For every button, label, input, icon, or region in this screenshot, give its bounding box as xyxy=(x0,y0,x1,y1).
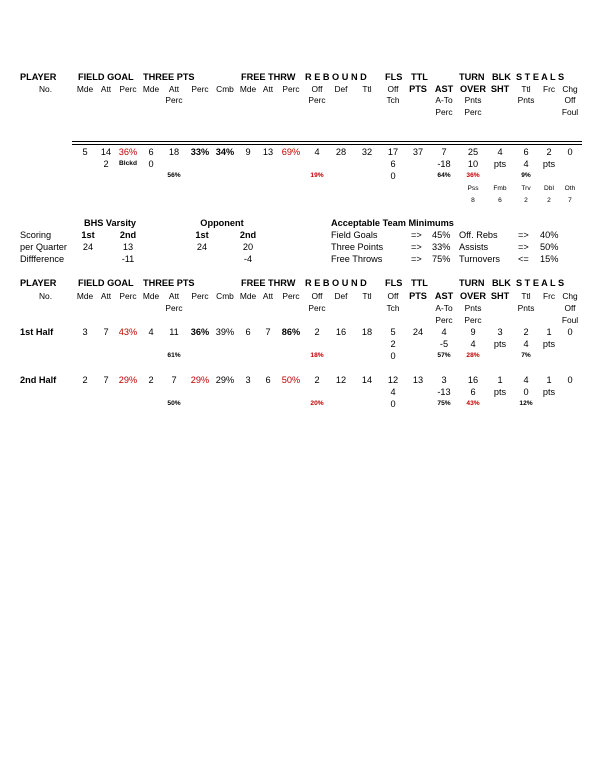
field-goal-heading-2: FIELD GOAL xyxy=(78,278,134,288)
col-fg-perc: Perc xyxy=(119,84,137,94)
min-assists-op: => xyxy=(518,242,529,252)
field-goal-heading: FIELD GOAL xyxy=(78,72,134,82)
col-fouls-off-2: Off xyxy=(387,291,399,301)
h2-reb-def: 12 xyxy=(335,375,347,385)
h2-fg-perc: 29% xyxy=(118,375,138,385)
col-reb-off-perc: Perc xyxy=(308,95,326,105)
fouls-heading: FLS xyxy=(385,72,403,82)
bhs-varsity-title: BHS Varsity xyxy=(83,218,137,228)
number-heading-2: No. xyxy=(39,291,53,301)
h2-assist-perc: 75% xyxy=(437,400,451,407)
h1-turnover-perc: 28% xyxy=(466,352,480,359)
three-pts-heading: THREE PTS xyxy=(143,72,195,82)
col-reb-off-2: Off xyxy=(311,291,323,301)
player-heading: PLAYER xyxy=(20,72,57,82)
col-total-pts: PTS xyxy=(409,84,427,94)
h2-3p-att-perc: 50% xyxy=(167,400,181,407)
min-off-rebs-op: => xyxy=(518,230,529,240)
col-fg-made-2: Mde xyxy=(76,291,94,301)
total-ft-perc: 69% xyxy=(281,147,301,157)
h2-block-pts-label: pts xyxy=(493,387,507,397)
total-fouls-off: 17 xyxy=(387,147,399,157)
col-turnover-pnts-2: Pnts xyxy=(464,303,482,313)
total-fg-made: 5 xyxy=(82,147,88,157)
col-charge-off-2: Off xyxy=(564,303,576,313)
total-fouls-tch: 6 xyxy=(390,159,396,169)
total-turnover-perc: 36% xyxy=(466,172,480,179)
total-steal-perc: 9% xyxy=(521,172,531,179)
col-3p-att-2: Att xyxy=(168,291,180,301)
min-field-goals-op: => xyxy=(411,230,422,240)
col-charge-2: Chg xyxy=(562,291,578,301)
h1-fg-perc: 43% xyxy=(118,327,138,337)
h1-3p-att-perc: 61% xyxy=(167,352,181,359)
col-combined: Cmb xyxy=(216,84,234,94)
min-turnovers-op: <= xyxy=(518,254,529,264)
col-charge-foul: Foul xyxy=(561,107,579,117)
col-assist-perc: Perc xyxy=(435,107,453,117)
turnover-heading: TURN xyxy=(459,72,485,82)
col-steals-total-2: Ttl xyxy=(521,291,531,301)
h2-3p-att: 7 xyxy=(171,375,177,385)
col-fg-made: Mde xyxy=(76,84,94,94)
total-ft-att: 13 xyxy=(262,147,274,157)
h1-assists: 4 xyxy=(441,327,447,337)
total-steals: 6 xyxy=(523,147,529,157)
fouls-heading-2: FLS xyxy=(385,278,403,288)
min-off-rebs-value: 40% xyxy=(540,230,559,240)
h2-fg-made: 2 xyxy=(82,375,88,385)
three-pts-heading-2: THREE PTS xyxy=(143,278,195,288)
free-throw-heading-2: FREE THRW xyxy=(241,278,296,288)
col-block-shot: SHT xyxy=(490,84,510,94)
opp-first-half-heading: 1st xyxy=(195,230,209,240)
min-assists-label: Assists xyxy=(459,242,489,252)
steals-heading-2: S T E A L S xyxy=(516,278,565,288)
total-turnover-pnts: 10 xyxy=(467,159,479,169)
col-3p-made: Mde xyxy=(142,84,160,94)
h2-assists: 3 xyxy=(441,375,447,385)
total-steal-pnts: 4 xyxy=(523,159,529,169)
col-ft-made-2: Mde xyxy=(239,291,257,301)
col-steals-pnts: Pnts xyxy=(517,95,535,105)
col-turnover-perc: Perc xyxy=(464,107,482,117)
h2-turnover-pnts: 6 xyxy=(470,387,476,397)
min-free-throws-label: Free Throws xyxy=(331,254,383,264)
total-3p-att: 18 xyxy=(168,147,180,157)
turnover-type-pss: Pss xyxy=(467,185,479,192)
total-fg-perc: 36% xyxy=(118,147,138,157)
total-combined: 34% xyxy=(215,147,235,157)
total-reb-def: 28 xyxy=(335,147,347,157)
h1-steal-perc: 7% xyxy=(521,352,531,359)
total-reb-total: 32 xyxy=(361,147,373,157)
h1-reb-total: 18 xyxy=(361,327,373,337)
difference-label: Diffference xyxy=(20,254,65,264)
col-ft-made: Mde xyxy=(239,84,257,94)
col-fouls-tch: Tch xyxy=(386,95,400,105)
h2-steal-perc: 12% xyxy=(519,400,533,407)
h2-ft-att: 6 xyxy=(265,375,271,385)
h1-charge: 0 xyxy=(567,327,573,337)
h1-steal-pts-label: pts xyxy=(542,339,556,349)
h1-fouls-off: 5 xyxy=(390,327,396,337)
turnover-count-pss: 8 xyxy=(471,197,475,204)
col-fouls-tch-2: Tch xyxy=(386,303,400,313)
free-throw-heading: FREE THRW xyxy=(241,72,296,82)
col-3p-att: Att xyxy=(168,84,180,94)
min-three-points-value: 33% xyxy=(432,242,451,252)
total-reb-off: 4 xyxy=(314,147,320,157)
total-blocked-label: Blckd xyxy=(119,160,137,167)
h1-3p-made: 4 xyxy=(148,327,154,337)
min-three-points-label: Three Points xyxy=(331,242,384,252)
h2-reb-total: 14 xyxy=(361,375,373,385)
total-turnovers: 25 xyxy=(467,147,479,157)
h1-pts: 24 xyxy=(412,327,424,337)
col-assist-perc-2: Perc xyxy=(435,315,453,325)
col-3p-perc-2: Perc xyxy=(191,291,209,301)
h1-3p-att: 11 xyxy=(169,327,179,337)
col-ft-perc-2: Perc xyxy=(282,291,300,301)
col-assist-to: A-To xyxy=(435,95,453,105)
col-fg-att-2: Att xyxy=(100,291,112,301)
col-turnover-perc-2: Perc xyxy=(464,315,482,325)
turnover-count-fmb: 6 xyxy=(498,197,502,204)
min-field-goals-value: 45% xyxy=(432,230,451,240)
h2-ft-made: 3 xyxy=(245,375,251,385)
col-ft-att: Att xyxy=(262,84,274,94)
total-ft-made: 9 xyxy=(245,147,251,157)
block-heading: BLK xyxy=(492,72,511,82)
total-3p-blocked: 0 xyxy=(148,159,154,169)
col-turnover: OVER xyxy=(459,84,487,94)
second-half-label: 2nd Half xyxy=(20,375,57,385)
turnover-type-fmb: Fmb xyxy=(493,185,507,192)
team-minimums-title: Acceptable Team Minimums xyxy=(331,218,454,228)
total-pts: 37 xyxy=(412,147,424,157)
total-block-pts-label: pts xyxy=(493,159,507,169)
h1-reb-def: 16 xyxy=(335,327,347,337)
h1-reb-off-perc: 18% xyxy=(310,352,324,359)
h2-assist-to: -13 xyxy=(437,387,451,397)
col-3p-att-perc: Perc xyxy=(165,95,183,105)
col-block-shot-2: SHT xyxy=(490,291,510,301)
opponent-title: Opponent xyxy=(200,218,244,228)
col-steals-pnts-2: Pnts xyxy=(517,303,535,313)
total-3p-att-perc: 56% xyxy=(167,172,181,179)
h2-ft-perc: 50% xyxy=(281,375,301,385)
min-turnovers-value: 15% xyxy=(540,254,559,264)
rebound-heading-2: R E B O U N D xyxy=(305,278,367,288)
col-turnover-2: OVER xyxy=(459,291,487,301)
h1-fg-made: 3 xyxy=(82,327,88,337)
col-charge-foul-2: Foul xyxy=(561,315,579,325)
h1-fouls-extra: 0 xyxy=(390,351,396,361)
h1-steals: 2 xyxy=(523,327,529,337)
turnover-count-dbl: 2 xyxy=(547,197,551,204)
h2-fouls-extra: 0 xyxy=(390,399,396,409)
turnover-heading-2: TURN xyxy=(459,278,485,288)
h2-3p-perc: 29% xyxy=(190,375,210,385)
h2-pts: 13 xyxy=(412,375,424,385)
min-assists-value: 50% xyxy=(540,242,559,252)
h1-assist-perc: 57% xyxy=(437,352,451,359)
h1-3p-perc: 36% xyxy=(190,327,210,337)
total-assist-perc: 64% xyxy=(437,172,451,179)
turnover-count-trv: 2 xyxy=(524,197,528,204)
h1-turnover-pnts: 4 xyxy=(470,339,476,349)
bhs-first-half-score: 24 xyxy=(82,242,94,252)
opp-first-half-score: 24 xyxy=(196,242,208,252)
h2-blocks: 1 xyxy=(497,375,503,385)
col-assists-2: AST xyxy=(434,291,454,301)
col-ft-perc: Perc xyxy=(282,84,300,94)
opp-second-half-heading: 2nd xyxy=(239,230,257,240)
h1-forced: 1 xyxy=(546,327,552,337)
col-turnover-pnts: Pnts xyxy=(464,95,482,105)
h2-fouls-off: 12 xyxy=(387,375,399,385)
h2-fouls-tch: 4 xyxy=(390,387,396,397)
col-reb-def: Def xyxy=(334,84,348,94)
total-blocks: 4 xyxy=(497,147,503,157)
total-assists: 7 xyxy=(441,147,447,157)
total-reb-off-perc: 19% xyxy=(310,172,324,179)
col-forced-2: Frc xyxy=(542,291,556,301)
bhs-first-half-heading: 1st xyxy=(81,230,95,240)
h1-ft-att: 7 xyxy=(265,327,271,337)
col-assists: AST xyxy=(434,84,454,94)
steals-heading: S T E A L S xyxy=(516,72,565,82)
h2-combined: 29% xyxy=(215,375,235,385)
col-charge-off: Off xyxy=(564,95,576,105)
first-half-label: 1st Half xyxy=(20,327,54,337)
h2-steal-pnts: 0 xyxy=(523,387,529,397)
col-combined-2: Cmb xyxy=(216,291,234,301)
min-turnovers-label: Turnovers xyxy=(459,254,501,264)
col-3p-att-perc-2: Perc xyxy=(165,303,183,313)
min-free-throws-value: 75% xyxy=(432,254,451,264)
h2-fg-att: 7 xyxy=(103,375,109,385)
h1-steal-pnts: 4 xyxy=(523,339,529,349)
h1-fg-att: 7 xyxy=(103,327,109,337)
col-fg-att: Att xyxy=(100,84,112,94)
h1-assist-to: -5 xyxy=(439,339,449,349)
total-fg-att: 14 xyxy=(100,147,112,157)
bhs-second-half-score: 13 xyxy=(122,242,134,252)
col-reb-off-perc-2: Perc xyxy=(308,303,326,313)
col-3p-perc: Perc xyxy=(191,84,209,94)
col-assist-to-2: A-To xyxy=(435,303,453,313)
bhs-difference: -11 xyxy=(121,254,135,264)
h2-turnovers: 16 xyxy=(467,375,479,385)
turnover-type-dbl: Dbl xyxy=(544,185,554,192)
col-forced: Frc xyxy=(542,84,556,94)
col-total-pts-2: PTS xyxy=(409,291,427,301)
h2-3p-made: 2 xyxy=(148,375,154,385)
number-heading: No. xyxy=(39,84,53,94)
turnover-type-trv: Trv xyxy=(521,185,531,192)
col-fouls-off: Off xyxy=(387,84,399,94)
h1-ft-perc: 86% xyxy=(281,327,301,337)
h1-ft-made: 6 xyxy=(245,327,251,337)
turnover-count-oth: 7 xyxy=(568,197,572,204)
block-heading-2: BLK xyxy=(492,278,511,288)
opp-second-half-score: 20 xyxy=(242,242,254,252)
total-3p-made: 6 xyxy=(148,147,154,157)
bhs-second-half-heading: 2nd xyxy=(119,230,137,240)
h2-turnover-perc: 43% xyxy=(466,400,480,407)
total-fouls-extra: 0 xyxy=(390,171,396,181)
rebound-heading: R E B O U N D xyxy=(305,72,367,82)
min-field-goals-label: Field Goals xyxy=(331,230,378,240)
col-reb-total-2: Ttl xyxy=(362,291,372,301)
col-3p-made-2: Mde xyxy=(142,291,160,301)
total-charge: 0 xyxy=(567,147,573,157)
h2-charge: 0 xyxy=(567,375,573,385)
min-three-points-op: => xyxy=(411,242,422,252)
col-reb-def-2: Def xyxy=(334,291,348,301)
h1-turnovers: 9 xyxy=(470,327,476,337)
col-charge: Chg xyxy=(562,84,578,94)
col-reb-off: Off xyxy=(311,84,323,94)
per-quarter-label: per Quarter xyxy=(20,242,67,252)
min-off-rebs-label: Off. Rebs xyxy=(459,230,498,240)
h2-steal-pts-label: pts xyxy=(542,387,556,397)
h1-combined: 39% xyxy=(215,327,235,337)
total-fg-blocked: 2 xyxy=(103,159,109,169)
col-steals-total: Ttl xyxy=(521,84,531,94)
player-heading-2: PLAYER xyxy=(20,278,57,288)
totals-rule-top xyxy=(72,141,582,142)
total-3p-perc: 33% xyxy=(190,147,210,157)
total-assist-to: -18 xyxy=(437,159,451,169)
h1-reb-off: 2 xyxy=(314,327,320,337)
h1-block-pts-label: pts xyxy=(493,339,507,349)
h2-reb-off: 2 xyxy=(314,375,320,385)
h2-reb-off-perc: 20% xyxy=(310,400,324,407)
totals-rule-bottom xyxy=(72,144,582,145)
col-reb-total: Ttl xyxy=(362,84,372,94)
scoring-label: Scoring xyxy=(20,230,52,240)
turnover-type-oth: Oth xyxy=(564,185,576,192)
col-fg-perc-2: Perc xyxy=(119,291,137,301)
h1-blocks: 3 xyxy=(497,327,503,337)
total-heading: TTL xyxy=(411,72,428,82)
total-forced: 2 xyxy=(546,147,552,157)
h2-steals: 4 xyxy=(523,375,529,385)
h1-fouls-tch: 2 xyxy=(390,339,396,349)
min-free-throws-op: => xyxy=(411,254,422,264)
total-heading-2: TTL xyxy=(411,278,428,288)
h2-forced: 1 xyxy=(546,375,552,385)
opp-difference: -4 xyxy=(243,254,253,264)
total-steal-pts-label: pts xyxy=(542,159,556,169)
col-ft-att-2: Att xyxy=(262,291,274,301)
